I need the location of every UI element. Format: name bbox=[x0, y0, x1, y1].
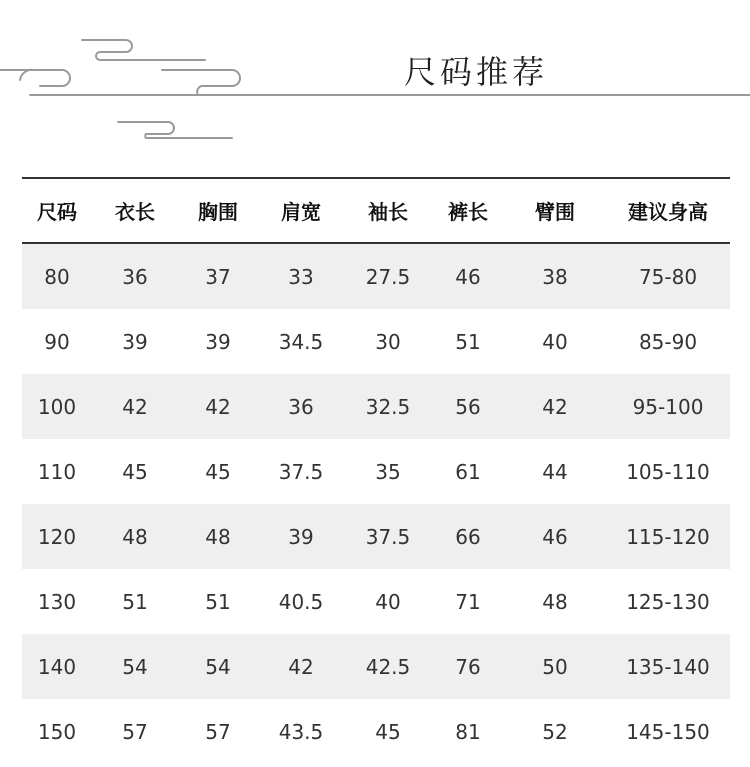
table-row bbox=[22, 309, 730, 374]
table-cell: 39 bbox=[258, 504, 344, 569]
table-row bbox=[22, 634, 730, 699]
table-row bbox=[22, 243, 730, 309]
table-cell: 35 bbox=[375, 459, 401, 484]
table-row bbox=[22, 569, 730, 634]
table-cell: 100 bbox=[22, 374, 92, 439]
table-cell: 40.5 bbox=[278, 589, 324, 614]
table-cell: 57 bbox=[205, 719, 231, 744]
column-header: 肩宽 bbox=[258, 178, 344, 243]
table-cell: 105-110 bbox=[626, 459, 710, 484]
table-cell: 42 bbox=[258, 634, 344, 699]
column-header: 袖长 bbox=[344, 178, 432, 243]
table-cell: 48 bbox=[92, 504, 178, 569]
table-header-row bbox=[22, 178, 730, 243]
table-cell: 42 bbox=[504, 374, 606, 439]
table-cell: 140 bbox=[22, 634, 92, 699]
table-cell: 56 bbox=[432, 374, 504, 439]
table-cell: 125-130 bbox=[626, 589, 710, 614]
table-cell: 51 bbox=[455, 329, 481, 354]
table-cell: 76 bbox=[432, 634, 504, 699]
table-cell: 48 bbox=[542, 589, 568, 614]
table-row bbox=[22, 439, 730, 504]
table-cell: 36 bbox=[258, 374, 344, 439]
size-chart-table bbox=[22, 177, 730, 764]
column-header: 臂围 bbox=[504, 178, 606, 243]
table-cell: 85-90 bbox=[638, 329, 698, 354]
table-cell: 50 bbox=[504, 634, 606, 699]
table-cell: 115-120 bbox=[606, 504, 730, 569]
table-cell: 120 bbox=[22, 504, 92, 569]
table-cell: 90 bbox=[44, 329, 70, 354]
table-cell: 130 bbox=[37, 589, 77, 614]
table-cell: 52 bbox=[542, 719, 568, 744]
column-header: 建议身高 bbox=[606, 178, 730, 243]
table-cell: 75-80 bbox=[606, 243, 730, 309]
cloud-line-decoration-icon bbox=[0, 0, 750, 150]
table-cell: 36 bbox=[92, 243, 178, 309]
table-cell: 46 bbox=[432, 243, 504, 309]
table-cell: 33 bbox=[258, 243, 344, 309]
table-cell: 40 bbox=[375, 589, 401, 614]
table-cell: 44 bbox=[542, 459, 568, 484]
table-cell: 81 bbox=[455, 719, 481, 744]
table-cell: 48 bbox=[178, 504, 258, 569]
table-cell: 45 bbox=[205, 459, 231, 484]
table-cell: 30 bbox=[375, 329, 401, 354]
table-cell: 34.5 bbox=[278, 329, 324, 354]
table-cell: 135-140 bbox=[606, 634, 730, 699]
table-cell: 145-150 bbox=[626, 719, 710, 744]
column-header: 衣长 bbox=[92, 178, 178, 243]
table-cell: 38 bbox=[504, 243, 606, 309]
table-cell: 80 bbox=[22, 243, 92, 309]
table-cell: 42 bbox=[92, 374, 178, 439]
page-title: 尺码推荐 bbox=[404, 53, 549, 91]
table-cell: 57 bbox=[122, 719, 148, 744]
table-cell: 43.5 bbox=[278, 719, 324, 744]
header-banner bbox=[0, 0, 750, 150]
table-cell: 37 bbox=[178, 243, 258, 309]
table-cell: 40 bbox=[542, 329, 568, 354]
table-cell: 42.5 bbox=[344, 634, 432, 699]
table-cell: 54 bbox=[92, 634, 178, 699]
table-cell: 39 bbox=[205, 329, 231, 354]
table-cell: 46 bbox=[504, 504, 606, 569]
table-cell: 51 bbox=[205, 589, 231, 614]
table-cell: 32.5 bbox=[344, 374, 432, 439]
table-row bbox=[22, 374, 730, 439]
table-cell: 45 bbox=[375, 719, 401, 744]
table-cell: 61 bbox=[455, 459, 481, 484]
table-cell: 71 bbox=[455, 589, 481, 614]
table-cell: 27.5 bbox=[344, 243, 432, 309]
table-cell: 150 bbox=[37, 719, 77, 744]
table-cell: 66 bbox=[432, 504, 504, 569]
table-cell: 95-100 bbox=[606, 374, 730, 439]
table-cell: 54 bbox=[178, 634, 258, 699]
table-cell: 37.5 bbox=[278, 459, 324, 484]
column-header: 胸围 bbox=[178, 178, 258, 243]
table-cell: 37.5 bbox=[344, 504, 432, 569]
table-cell: 45 bbox=[122, 459, 148, 484]
table-row bbox=[22, 699, 730, 764]
column-header: 尺码 bbox=[22, 178, 92, 243]
table-row bbox=[22, 504, 730, 569]
table-cell: 42 bbox=[178, 374, 258, 439]
table-cell: 39 bbox=[122, 329, 148, 354]
column-header: 裤长 bbox=[432, 178, 504, 243]
table-cell: 51 bbox=[122, 589, 148, 614]
table-cell: 110 bbox=[37, 459, 77, 484]
